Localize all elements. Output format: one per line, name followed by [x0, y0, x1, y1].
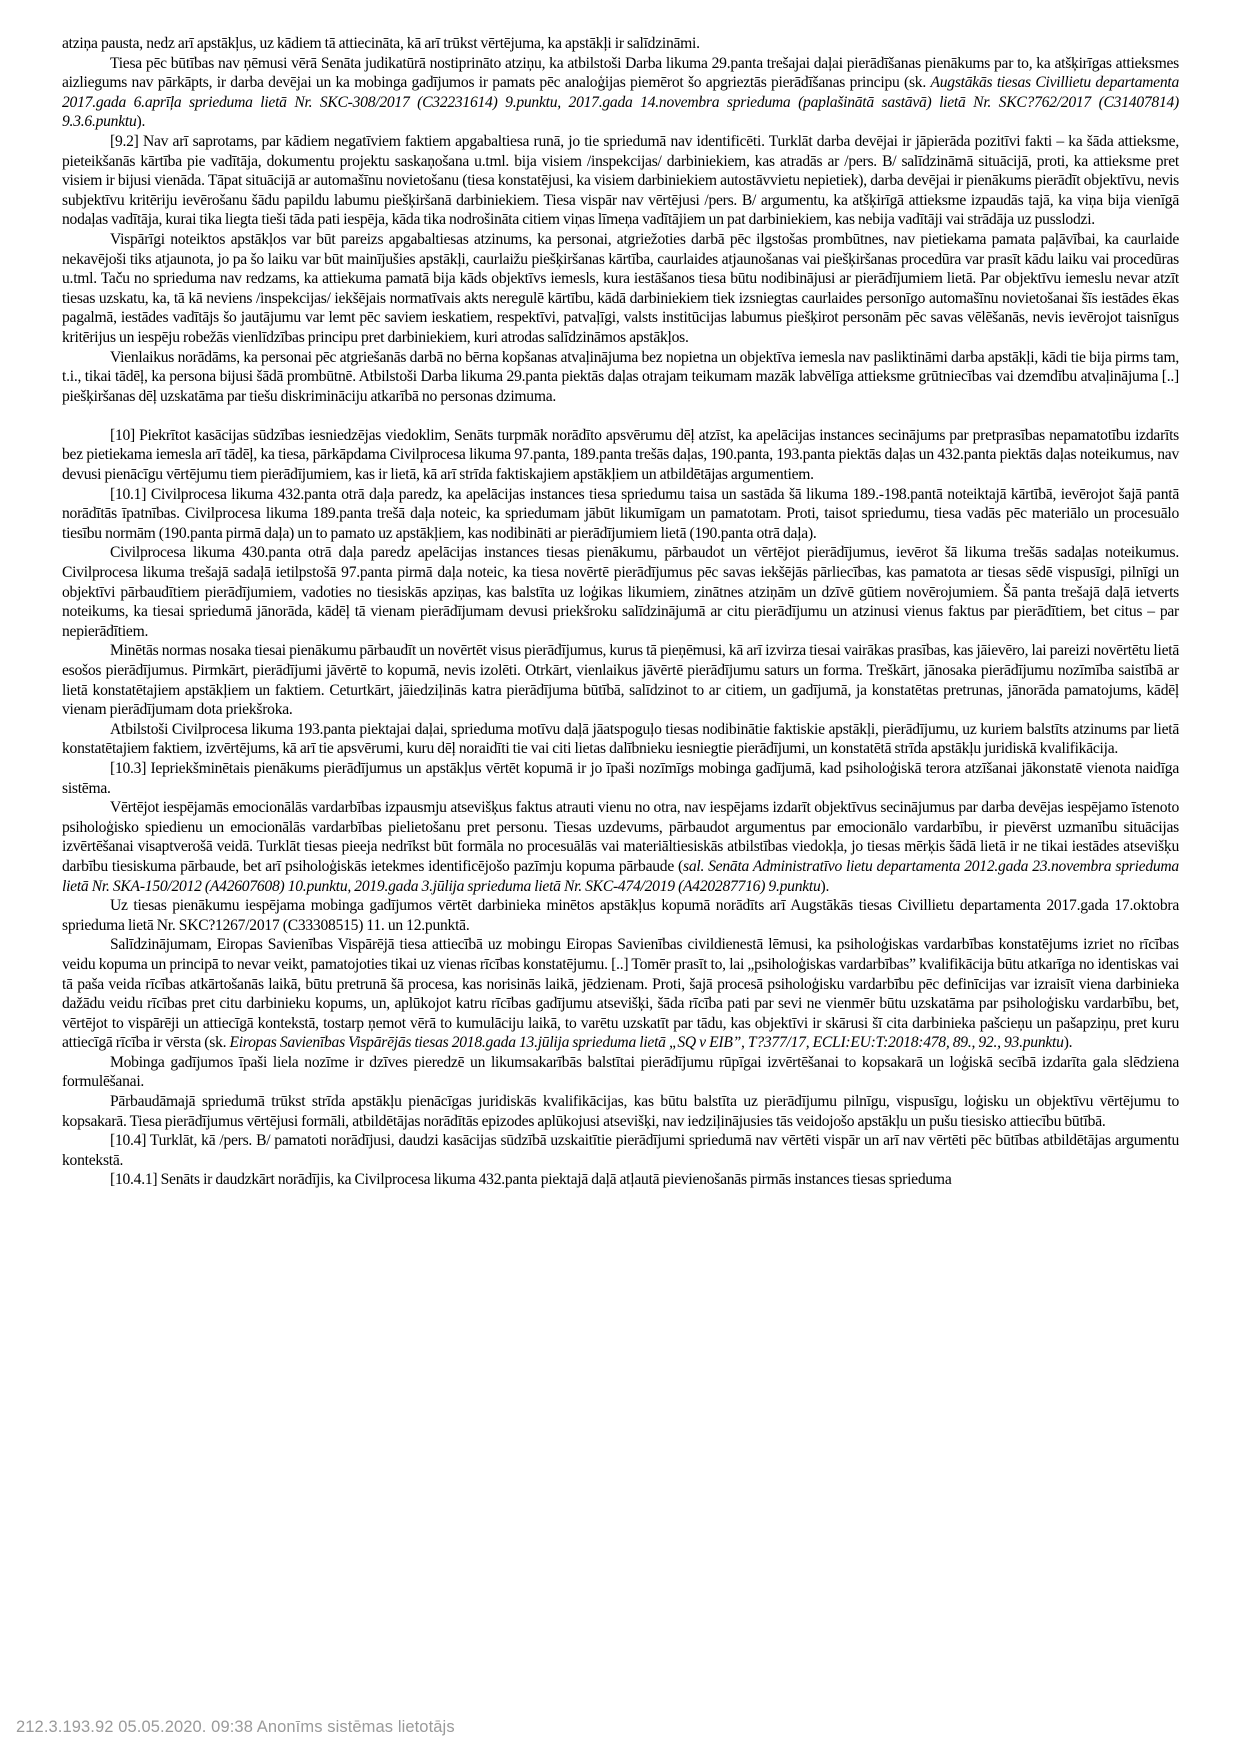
- paragraph-text: atziņa pausta, nedz arī apstākļus, uz kādiem tā attiecināta, kā arī trūkst vērtējuma, ka apstākļi ir salīdzināmi.: [62, 35, 700, 52]
- paragraph-text: [10.3] Iepriekšminētais pienākums pierādījumus un apstākļus vērtēt kopumā ir jo īpaši nozīmīgs mobinga gadījumā, kad psiholoģiskā terora atzīšanai jākonstatē vienota naidīga sistēma.: [62, 759, 1179, 797]
- citation: sal. Senāta Administratīvo lietu departamenta 2012.gada 23.novembra sprieduma lietā Nr. SKA-150/2012 (A42607608) 10.punktu, 2019.gada 3.jūlija sprieduma lietā Nr. SKC-474/2019 (A420287716) 9.punktu: [62, 857, 1179, 895]
- paragraph-text: [10] Piekrītot kasācijas sūdzības iesniedzējas viedoklim, Senāts turpmāk norādīto apsvērumu dēļ atzīst, ka apelācijas instances secinājums par pretprasības nepamatotību izdarīts bez pietiekama iemesla arī tādēļ, ka tiesa, pārkāpdama Civilprocesa likuma 97.panta, 189.panta trešās daļas, 190.panta, 193.panta piektās daļas un 432.panta piektās daļas noteikumus, nav devusi pienācīgu vērtējumu tiem pierādījumiem, kas ir lietā, kā arī strīda faktiskajiem apstākļiem un atbildētājas argumentiem.: [62, 426, 1179, 484]
- document-body: [62, 34, 1179, 1190]
- paragraph-text: [10.4.1] Senāts ir daudzkārt norādījis, ka Civilprocesa likuma 432.panta piektajā daļā atļautā pievienošanās pirmās instances tiesas sprieduma: [110, 1171, 952, 1189]
- paragraph-text: Tiesa pēc būtības nav ņēmusi vērā Senāta judikatūrā nostiprināto atziņu, ka atbilstoši Darba likuma 29.panta trešajai daļai pierādīšanas pienākums par to, ka atšķirīgas attieksmes aizliegums nav pārkāpts, ir darba devējai un ka mobinga gadījumos ir pamats pēc analoģijas piemērot šo apgrieztās pierādīšanas principu (sk.: [62, 54, 1179, 92]
- paragraph: [62, 230, 1179, 348]
- paragraph-text: Vienlaikus norādāms, ka personai pēc atgriešanās darbā no bērna kopšanas atvaļinājuma bez nopietna un objektīva iemesla nav pasliktināmi darba apstākļi, kādi tie bija pirms tam, t.i., tikai tādēļ, ka persona bijusi šādā prombūtnē. Atbilstoši Darba likuma 29.panta piektās daļas otrajam teikumam mazāk labvēlīga attieksme grūtniecības vai dzemdību atvaļinājuma [..] piešķiršanas dēļ uzskatāma par tiešu diskrimināciju atkarībā no personas dzimuma.: [62, 348, 1179, 405]
- paragraph-text: Salīdzinājumam, Eiropas Savienības Vispārējā tiesa attiecībā uz mobingu Eiropas Savienības civildienestā lēmusi, ka psiholoģiskas vardarbības konstatējums izriet no rīcības veidu kopuma un principā to nevar veikt, pamatojoties tikai uz vienas rīcības konstatējumu. [..] Tomēr prasīt to, lai „psiholoģiskas vardarbības” kvalifikācija būtu atkarīga no identiskas vai tā paša veida rīcības atkārtošanās laikā, būtu pretrunā šā procesa, kas norisinās laikā, jēdzienam. Proti, šajā procesā psiholoģisku vardarbību pēc definīcijas var izraisīt viena darbinieka dažādu veidu rīcības pret citu darbinieku kopums, un, aplūkojot katru rīcības gadījumu atsevišķi, šāda rīcība pati par sevi ne vienmēr būtu uzskatāma par psiholoģisku vardarbību, bet, vērtējot to vispārēji un attiecīgā kontekstā, tostarp ņemot vērā to kumulāciju laikā, to varētu uzskatīt par tādu, kas objektīvi ir skārusi šī cita darbinieka pašcieņu un pašapziņu, pret kuru attiecīgā rīcība ir vērsta (sk.: [62, 936, 1179, 1052]
- paragraph: [62, 720, 1179, 759]
- paragraph: [62, 132, 1179, 230]
- paragraph-text: Minētās normas nosaka tiesai pienākumu pārbaudīt un novērtēt visus pierādījumus, kurus tā pieņēmusi, kā arī izvirza tiesai vairākas prasības, kas jāievēro, lai pareizi novērtētu lietā esošos pierādījumus. Pirmkārt, pierādījumi jāvērtē to kopumā, nevis izolēti. Otrkārt, vienlaikus jāvērtē pierādījumu saturs un forma. Treškārt, jānosaka pierādījumu nozīmība saistībā ar lietā konstatētajiem apstākļiem un faktiem. Ceturtkārt, jāiedziļinās katra pierādījuma būtībā, salīdzinot to ar citiem, un gadījumā, ja konstatētas pretrunas, jānorāda pamatojums, kādēļ vienam pierādījumam dota priekšroka.: [62, 642, 1179, 719]
- paragraph: [62, 641, 1179, 719]
- page-footer: 212.3.193.92 05.05.2020. 09:38 Anonīms sistēmas lietotājs: [16, 1718, 455, 1736]
- paragraph-text: Atbilstoši Civilprocesa likuma 193.panta piektajai daļai, sprieduma motīvu daļā jāatspoguļo tiesas nodibinātie faktiskie apstākļi, pierādījumu, uz kuriem balstīts atzinums par lietā konstatētajiem faktiem, izvērtējums, kā arī tie apsvērumi, kuru dēļ noraidīti tie vai citi lietas dalībnieku iesniegtie pierādījumi, un konstatētā strīda apstākļu juridiskā kvalifikācija.: [62, 720, 1179, 758]
- paragraph: [62, 759, 1179, 798]
- paragraph-text: Vērtējot iespējamās emocionālās vardarbības izpausmju atsevišķus faktus atrauti vienu no otra, nav iespējams izdarīt objektīvus secinājumus par darba devējas iespējamo īstenoto psiholoģisko spiedienu un emocionālās vardarbības pielietošanu pret personu. Tiesas uzdevums, pārbaudot argumentus par emocionālo vardarbību, ir pievērst uzmanību situācijas izvērtēšanai visaptverošā veidā. Turklāt tiesas pieeja nedrīkst būt formāla no procesuālās vai materiāltiesiskās atbilstības viedokļa, jo tiesas mērķis šādā lietā ir ne tikai iestādes atsevišķu darbību tiesiskuma pārbaude, bet arī psiholoģiskās ietekmes identificējošo pazīmju kopuma pārbaude (: [62, 799, 1179, 875]
- paragraph-text-end: ).: [136, 113, 146, 131]
- paragraph: [62, 543, 1179, 641]
- paragraph: [62, 54, 1179, 132]
- paragraph: [62, 798, 1179, 896]
- paragraph: [62, 485, 1179, 544]
- citation: Eiropas Savienības Vispārējās tiesas 2018.gada 13.jūlija sprieduma lietā „SQ v EIB”, T?377/17, ECLI:EU:T:2018:478, 89., 92., 93.punktu: [229, 1034, 1064, 1052]
- paragraph: [62, 1170, 1179, 1190]
- paragraph: [62, 1092, 1179, 1131]
- paragraph-text: [10.1] Civilprocesa likuma 432.panta otrā daļa paredz, ka apelācijas instances tiesa spriedumu taisa un sastāda šā likuma 189.-198.pantā noteiktajā kārtībā, ievērojot šajā pantā norādītās īpatnības. Civilprocesa likuma 189.panta trešā daļa noteic, ka spriedumam jābūt likumīgam un pamatotam. Proti, taisot spriedumu, tiesa vadās pēc materiālo un procesuālo tiesību normām (190.panta pirmā daļa) un to pamato uz apstākļiem, kas nodibināti ar pierādījumiem lietā (190.panta otrā daļa).: [62, 485, 1179, 542]
- paragraph: [62, 935, 1179, 1053]
- paragraph: [62, 1053, 1179, 1092]
- paragraph-text: Civilprocesa likuma 430.panta otrā daļa paredz apelācijas instances tiesas pienākumu, pārbaudot un vērtējot pierādījumus, ievērot šā likuma trešās sadaļas noteikumus. Civilprocesa likuma trešajā sadaļā ietilpstošā 97.panta pirmā daļa noteic, ka tiesa novērtē pierādījumus pēc savas iekšējās pārliecības, kas pamatota ar tiesas sēdē vispusīgi, pilnīgi un objektīvi pārbaudītiem pierādījumiem, vadoties no tiesiskās apziņas, kas balstīta uz loģikas likumiem, zinātnes atziņām un dzīvē gūtiem novērojumiem. Šā panta trešajā daļā ietverts noteikums, ka tiesai spriedumā jānorāda, kādēļ tā vienam pierādījumam devusi priekšroku salīdzinājumā ar citu pierādījumu un atzinusi vienus faktus par pierādītiem, bet citus – par nepierādītiem.: [62, 544, 1179, 640]
- paragraph-text: Mobinga gadījumos īpaši liela nozīme ir dzīves pieredzē un likumsakarībās balstītai pierādījumu rūpīgai izvērtēšanai to kopsakarā un loģiskā secībā izdarīta gala slēdziena formulēšanai.: [62, 1053, 1179, 1091]
- paragraph: [62, 896, 1179, 935]
- paragraph: [62, 426, 1179, 485]
- paragraph-text: Vispārīgi noteiktos apstākļos var būt pareizs apgabaltiesas atzinums, ka personai, atgriežoties darbā pēc ilgstošas prombūtnes, nav pietiekama pamata paļāvībai, ka caurlaide nekavējoši tiks atjaunota, jo pa šo laiku var būt mainījušies apstākļi, caurlaižu piešķiršanas kārtība, caurlaides atjaunošanas vai piešķiršanas procedūra var prasīt kādu laiku vai procedūras u.tml. Taču no sprieduma nav redzams, ka attiekuma pamatā bija kāds objektīvs iemesls, kura iestāšanos tiesa būtu nodibinājusi ar pierādījumiem lietā. Par objektīvu iemeslu nevar atzīt tiesas uzskatu, ka, tā kā neviens /inspekcijas/ iekšējais normatīvais akts neregulē kārtību, kādā darbiniekiem tiek izsniegtas caurlaides personīgo automašīnu novietošanai šīs iestādes ēkas pagalmā, iestādes vadītājs šo jautājumu var lemt pēc saviem ieskatiem, respektīvi, patvaļīgi, valsts institūcijas labumus piešķirot personām pēc savas vēlēšanās, nevis ievērojot taisnīgus kritērijus un iespēju robežās vienlīdzības principu pret darbiniekiem, kuri atrodas salīdzināmos apstākļos.: [62, 230, 1179, 346]
- paragraph-text: Uz tiesas pienākumu iespējama mobinga gadījumos vērtēt darbinieka minētos apstākļus kopumā norādīts arī Augstākās tiesas Civillietu departamenta 2017.gada 17.oktobra sprieduma lietā Nr. SKC?1267/2017 (C33308515) 11. un 12.punktā.: [62, 897, 1179, 934]
- paragraph: [62, 34, 1179, 54]
- paragraph-text: Pārbaudāmajā spriedumā trūkst strīda apstākļu pienācīgas juridiskās kvalifikācijas, kas būtu balstīta uz pierādījumu pilnīgu, vispusīgu, loģisku un objektīvu vērtējumu to kopsakarā. Tiesa pierādījumus vērtējusi formāli, atbildētājas norādītās epizodes aplūkojusi atsevišķi, nav iedziļinājusies tās veidojošo apstākļu un pušu tiesisko attiecību būtībā.: [62, 1093, 1179, 1130]
- paragraph: [62, 1131, 1179, 1170]
- paragraph-text-end: ).: [820, 877, 830, 895]
- paragraph-text: [10.4] Turklāt, kā /pers. B/ pamatoti norādījusi, daudzi kasācijas sūdzībā uzskaitītie pierādījumi spriedumā nav vērtēti vispār un arī nav vērtēti pēc būtības atbildētājas argumentu kontekstā.: [62, 1132, 1179, 1169]
- paragraph-text: [9.2] Nav arī saprotams, par kādiem negatīviem faktiem apgabaltiesa runā, jo tie spriedumā nav identificēti. Turklāt darba devējai ir jāpierāda pozitīvi fakti – ka šāda attieksme, pieteikšanās kārtība pie vadītāja, dokumentu projektu saskaņošana u.tml. bija visiem /inspekcijas/ darbiniekiem, kas atradās ar /pers. B/ salīdzināmā situācijā, proti, ka attieksme pret visiem ir bijusi vienāda. Tāpat situācijā ar automašīnu novietošanu (tiesa konstatējusi, ka visiem darbiniekiem autostāvvietu nepietiek), darba devējai ir pienākums pierādīt objektīvu, nevis subjektīvu kritēriju ievērošanu šādu papildu labumu piešķiršanā darbiniekiem. Tiesa vispār nav vērtējusi /pers. B/ argumentu, ka atšķirīgā attieksme izpaudās tajā, ka viņa bija vienīgā nodaļas vadītāja, kurai tika liegta tieši tāda pati iespēja, kāda tika nodrošināta citiem viņas līmeņa vadītājiem un pat darbiniekiem, kas nebija vadītāji vai strādāja uz pusslodzi.: [62, 132, 1179, 229]
- citation: Augstākās tiesas Civillietu departamenta 2017.gada 6.aprīļa sprieduma lietā Nr. SKC-308/2017 (C32231614) 9.punktu, 2017.gada 14.novembra sprieduma (paplašinātā sastāvā) lietā Nr. SKC?762/2017 (C31407814) 9.3.6.punktu: [62, 74, 1179, 131]
- paragraph-text-end: ).: [1063, 1034, 1073, 1052]
- paragraph: [62, 348, 1179, 407]
